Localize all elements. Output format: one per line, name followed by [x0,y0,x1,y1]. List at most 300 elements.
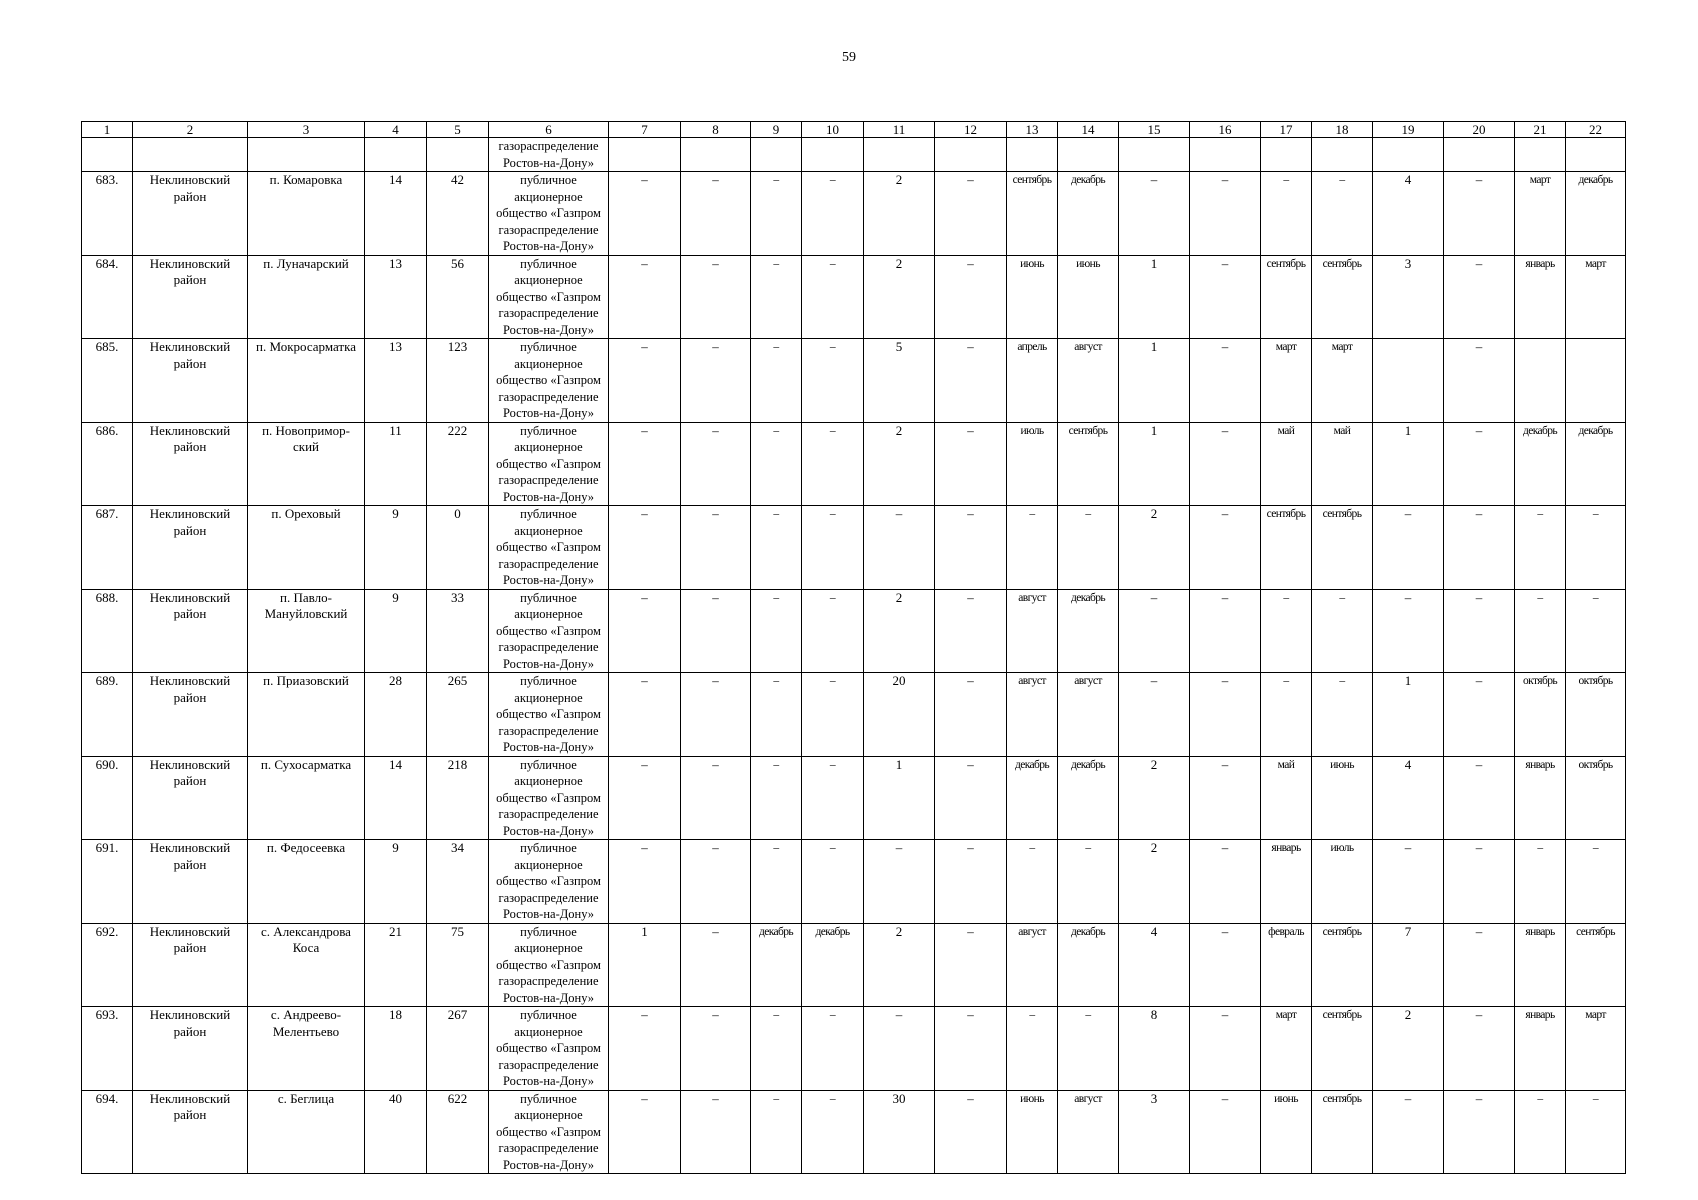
table-cell: апрель [1007,339,1058,423]
table-cell: – [935,422,1007,506]
header-row [82,122,1626,138]
table-cell: – [935,1007,1007,1091]
data-table [81,121,1626,1174]
table-cell: – [1312,172,1373,256]
table-cell: – [1444,923,1515,1007]
table-cell: – [802,756,864,840]
table-cell: – [1190,673,1261,757]
table-cell: 692. [82,923,133,1007]
table-cell: сентябрь [1312,1007,1373,1091]
table-cell: – [1312,673,1373,757]
table-cell: Неклиновский район [133,840,248,924]
table-cell: 686. [82,422,133,506]
table-cell: 7 [1373,923,1444,1007]
table-cell: – [1190,1090,1261,1174]
table-cell: сентябрь [1261,255,1312,339]
table-cell: – [751,1090,802,1174]
table-cell: сентябрь [1312,506,1373,590]
table-cell: 18 [365,1007,427,1091]
table-cell: 21 [365,923,427,1007]
table-cell: – [935,923,1007,1007]
table-cell: январь [1515,756,1566,840]
table-cell: – [802,506,864,590]
table-cell: п. Новопримор-ский [248,422,365,506]
table-cell: – [1261,172,1312,256]
table-cell [864,138,935,172]
table-cell: – [681,339,751,423]
table-cell: 689. [82,673,133,757]
table-cell: 4 [1373,756,1444,840]
table-cell: декабрь [751,923,802,1007]
table-cell: 2 [864,923,935,1007]
column-header: 9 [751,122,802,138]
table-cell: март [1566,255,1626,339]
table-cell: – [681,506,751,590]
table-cell: сентябрь [1312,923,1373,1007]
table-cell: февраль [1261,923,1312,1007]
table-cell: – [609,589,681,673]
table-cell: август [1058,673,1119,757]
table-cell: 13 [365,255,427,339]
table-cell: – [609,255,681,339]
table-cell: 34 [427,840,489,924]
table-cell: Неклиновский район [133,923,248,1007]
table-cell: май [1312,422,1373,506]
table-cell: публичное акционерное общество «Газпром газораспределение Ростов-на-Дону» [489,506,609,590]
table-cell: 688. [82,589,133,673]
table-cell: 1 [609,923,681,1007]
table-cell [1515,339,1566,423]
column-header: 22 [1566,122,1626,138]
table-cell: публичное акционерное общество «Газпром газораспределение Ростов-на-Дону» [489,422,609,506]
table-cell: – [681,422,751,506]
table-cell: 2 [1119,840,1190,924]
table-cell: – [751,1007,802,1091]
table-cell [1007,138,1058,172]
table-cell: 40 [365,1090,427,1174]
table-cell: 2 [1119,756,1190,840]
table-cell: – [681,840,751,924]
table-cell: июль [1007,422,1058,506]
table-cell: 267 [427,1007,489,1091]
table-cell: – [1566,1090,1626,1174]
table-cell: 218 [427,756,489,840]
table-cell: публичное акционерное общество «Газпром газораспределение Ростов-на-Дону» [489,756,609,840]
table-cell: – [751,506,802,590]
table-cell: – [802,589,864,673]
table-cell: Неклиновский район [133,589,248,673]
table-row [82,756,1626,840]
table-row [82,1090,1626,1174]
table-cell: август [1007,673,1058,757]
table-cell: – [1007,506,1058,590]
table-cell: август [1058,339,1119,423]
table-cell: 685. [82,339,133,423]
table-cell [133,138,248,172]
table-cell: август [1007,923,1058,1007]
table-cell: – [1190,1007,1261,1091]
table-cell: – [1515,1090,1566,1174]
table-cell: июль [1312,840,1373,924]
table-cell: – [1444,756,1515,840]
table-cell: – [681,172,751,256]
table-cell: 2 [864,422,935,506]
table-cell: публичное акционерное общество «Газпром газораспределение Ростов-на-Дону» [489,255,609,339]
table-cell: – [751,422,802,506]
table-body [82,138,1626,1174]
table-cell: – [1515,840,1566,924]
table-cell [1444,138,1515,172]
table-cell: публичное акционерное общество «Газпром газораспределение Ростов-на-Дону» [489,923,609,1007]
table-cell [935,138,1007,172]
table-cell: – [864,840,935,924]
table-cell: 75 [427,923,489,1007]
table-cell: – [751,589,802,673]
table-cell: – [609,339,681,423]
table-cell: январь [1515,255,1566,339]
table-cell: декабрь [1058,756,1119,840]
table-cell: 2 [864,589,935,673]
table-cell: – [681,673,751,757]
table-cell [82,138,133,172]
table-cell: декабрь [1058,589,1119,673]
table-cell: – [1515,506,1566,590]
table-row [82,172,1626,256]
table-cell: – [609,506,681,590]
table-cell [248,138,365,172]
table-cell: – [751,673,802,757]
table-cell: с. Александрова Коса [248,923,365,1007]
table-cell: 123 [427,339,489,423]
table-cell: июнь [1261,1090,1312,1174]
table-cell: июнь [1007,1090,1058,1174]
table-row [82,339,1626,423]
table-cell: – [1190,339,1261,423]
table-row [82,673,1626,757]
table-cell: – [935,339,1007,423]
table-cell: декабрь [1058,172,1119,256]
table-cell: январь [1261,840,1312,924]
table-cell: – [802,255,864,339]
table-cell [1373,138,1444,172]
table-cell: декабрь [1566,172,1626,256]
table-cell: 1 [864,756,935,840]
table-cell: Неклиновский район [133,756,248,840]
table-cell: – [802,1007,864,1091]
column-header: 11 [864,122,935,138]
table-cell: 14 [365,756,427,840]
table-cell: публичное акционерное общество «Газпром газораспределение Ростов-на-Дону» [489,840,609,924]
table-row [82,506,1626,590]
table-cell: 5 [864,339,935,423]
table-cell: 2 [1119,506,1190,590]
table-cell: 2 [1373,1007,1444,1091]
table-cell [1312,138,1373,172]
table-row [82,589,1626,673]
table-cell: 694. [82,1090,133,1174]
table-cell: август [1007,589,1058,673]
table-cell: п. Федосеевка [248,840,365,924]
table-cell: 683. [82,172,133,256]
column-header: 4 [365,122,427,138]
table-cell: август [1058,1090,1119,1174]
table-cell: 4 [1119,923,1190,1007]
table-cell: май [1261,422,1312,506]
table-cell: – [802,339,864,423]
table-cell: 684. [82,255,133,339]
table-cell: 1 [1119,422,1190,506]
table-cell: 2 [864,255,935,339]
table-cell: 0 [427,506,489,590]
table-cell [1190,138,1261,172]
table-cell: Неклиновский район [133,506,248,590]
table-cell: п. Сухосарматка [248,756,365,840]
table-cell: 1 [1373,422,1444,506]
table-cell: – [1190,756,1261,840]
column-header: 8 [681,122,751,138]
table-cell: – [1119,673,1190,757]
table-cell: октябрь [1515,673,1566,757]
table-cell: 1 [1373,673,1444,757]
table-cell: 690. [82,756,133,840]
table-cell: публичное акционерное общество «Газпром газораспределение Ростов-на-Дону» [489,1007,609,1091]
table-cell [681,138,751,172]
table-cell: публичное акционерное общество «Газпром газораспределение Ростов-на-Дону» [489,172,609,256]
table-cell: – [609,1090,681,1174]
table-cell: – [1373,1090,1444,1174]
table-cell: – [1312,589,1373,673]
table-cell: 4 [1373,172,1444,256]
column-header: 6 [489,122,609,138]
column-header: 18 [1312,122,1373,138]
table-cell: – [751,172,802,256]
table-row [82,1007,1626,1091]
table-cell: – [681,589,751,673]
table-row [82,422,1626,506]
table-cell: декабрь [1058,923,1119,1007]
table-cell: январь [1515,923,1566,1007]
table-cell: Неклиновский район [133,1090,248,1174]
table-cell: – [1566,840,1626,924]
table-cell: 33 [427,589,489,673]
table-cell: – [935,1090,1007,1174]
table-cell: – [1373,589,1444,673]
table-cell: – [802,840,864,924]
table-cell: – [935,840,1007,924]
table-cell: – [935,673,1007,757]
table-cell: Неклиновский район [133,339,248,423]
table-cell: – [802,422,864,506]
table-cell: 3 [1119,1090,1190,1174]
table-cell: – [1119,589,1190,673]
table-cell: – [609,1007,681,1091]
table-cell: сентябрь [1566,923,1626,1007]
table-cell: – [1566,506,1626,590]
table-cell: – [609,840,681,924]
table-cell: Неклиновский район [133,673,248,757]
table-cell: сентябрь [1058,422,1119,506]
table-cell: 265 [427,673,489,757]
table-cell: – [1444,255,1515,339]
table-cell: публичное акционерное общество «Газпром газораспределение Ростов-на-Дону» [489,589,609,673]
column-header: 12 [935,122,1007,138]
table-cell: – [864,506,935,590]
table-cell: п. Ореховый [248,506,365,590]
table-row [82,255,1626,339]
table-cell: июнь [1007,255,1058,339]
table-cell: сентябрь [1261,506,1312,590]
column-header: 5 [427,122,489,138]
table-cell [1373,339,1444,423]
table-cell: п. Мокросарматка [248,339,365,423]
table-cell: 9 [365,840,427,924]
continuation-row [82,138,1626,172]
table-cell: сентябрь [1312,1090,1373,1174]
table-cell: – [1444,172,1515,256]
table-cell: – [681,756,751,840]
table-cell: 8 [1119,1007,1190,1091]
table-cell: март [1261,1007,1312,1091]
table-cell: март [1515,172,1566,256]
table-cell: 687. [82,506,133,590]
table-cell: – [1444,1090,1515,1174]
table-cell: – [1444,840,1515,924]
table-cell: – [1190,506,1261,590]
table-cell: – [1190,255,1261,339]
table-cell: октябрь [1566,673,1626,757]
table-cell: – [609,422,681,506]
table-cell: март [1312,339,1373,423]
table-cell: публичное акционерное общество «Газпром газораспределение Ростов-на-Дону» [489,339,609,423]
table-cell: 9 [365,589,427,673]
table-cell: – [935,506,1007,590]
column-header: 7 [609,122,681,138]
table-cell: – [864,1007,935,1091]
column-header: 13 [1007,122,1058,138]
table-cell: – [681,923,751,1007]
table-cell: 693. [82,1007,133,1091]
table-cell: п. Комаровка [248,172,365,256]
table-cell: с. Беглица [248,1090,365,1174]
table-cell: – [935,756,1007,840]
table-cell: – [609,756,681,840]
table-cell: – [609,172,681,256]
table-cell: публичное акционерное общество «Газпром газораспределение Ростов-на-Дону» [489,673,609,757]
table-cell: – [1190,840,1261,924]
table-cell: – [1444,589,1515,673]
table-cell: – [1261,589,1312,673]
table-cell: 222 [427,422,489,506]
table-cell: – [751,255,802,339]
table-cell [1515,138,1566,172]
table-cell: 1 [1119,339,1190,423]
column-header: 15 [1119,122,1190,138]
table-cell: – [681,1090,751,1174]
table-cell: 1 [1119,255,1190,339]
table-cell: март [1261,339,1312,423]
column-header: 21 [1515,122,1566,138]
table-cell: 42 [427,172,489,256]
table-cell [609,138,681,172]
table-cell: декабрь [802,923,864,1007]
table-cell: – [1007,840,1058,924]
table-cell: Неклиновский район [133,172,248,256]
table-cell: – [1373,506,1444,590]
table-cell: – [1190,172,1261,256]
table-cell [1119,138,1190,172]
table-cell: – [1190,422,1261,506]
table-cell: 28 [365,673,427,757]
table-cell: – [935,589,1007,673]
table-cell: Неклиновский район [133,422,248,506]
table-cell: 30 [864,1090,935,1174]
column-header: 14 [1058,122,1119,138]
column-header: 19 [1373,122,1444,138]
table-cell: 20 [864,673,935,757]
column-header: 10 [802,122,864,138]
table-cell: июнь [1312,756,1373,840]
table-cell: – [1444,673,1515,757]
table-cell: 691. [82,840,133,924]
table-cell: 3 [1373,255,1444,339]
column-header: 17 [1261,122,1312,138]
table-cell: – [802,1090,864,1174]
table-cell: Неклиновский район [133,1007,248,1091]
table-cell: – [1444,339,1515,423]
column-header: 20 [1444,122,1515,138]
table-cell: – [751,756,802,840]
table-cell: с. Андреево-Мелентьево [248,1007,365,1091]
table-cell: п. Приазовский [248,673,365,757]
table-cell: – [1007,1007,1058,1091]
table-cell [1566,138,1626,172]
table-cell [365,138,427,172]
table-cell: 9 [365,506,427,590]
table-cell: 13 [365,339,427,423]
table-cell [1058,138,1119,172]
table-cell [1566,339,1626,423]
page-number: 59 [842,50,856,65]
table-cell: январь [1515,1007,1566,1091]
table-cell: – [1119,172,1190,256]
table-cell: – [751,339,802,423]
table-cell: 14 [365,172,427,256]
table-cell: – [1058,506,1119,590]
table-cell: – [935,172,1007,256]
table-cell: декабрь [1007,756,1058,840]
table-cell: – [751,840,802,924]
table-cell: – [935,255,1007,339]
table-cell: 56 [427,255,489,339]
column-header: 16 [1190,122,1261,138]
table-cell: декабрь [1515,422,1566,506]
table-cell: – [1444,1007,1515,1091]
table-cell: 11 [365,422,427,506]
table-cell: декабрь [1566,422,1626,506]
table-cell: п. Павло-Мануйловский [248,589,365,673]
column-header: 1 [82,122,133,138]
table-cell: – [1373,840,1444,924]
table-row [82,923,1626,1007]
table-cell: – [1566,589,1626,673]
table-cell: – [1261,673,1312,757]
table-cell: – [1444,422,1515,506]
table-row [82,840,1626,924]
table-cell: июнь [1058,255,1119,339]
table-cell: – [1190,589,1261,673]
table-cell: – [681,255,751,339]
table-cell: газораспределение Ростов-на-Дону» [489,138,609,172]
